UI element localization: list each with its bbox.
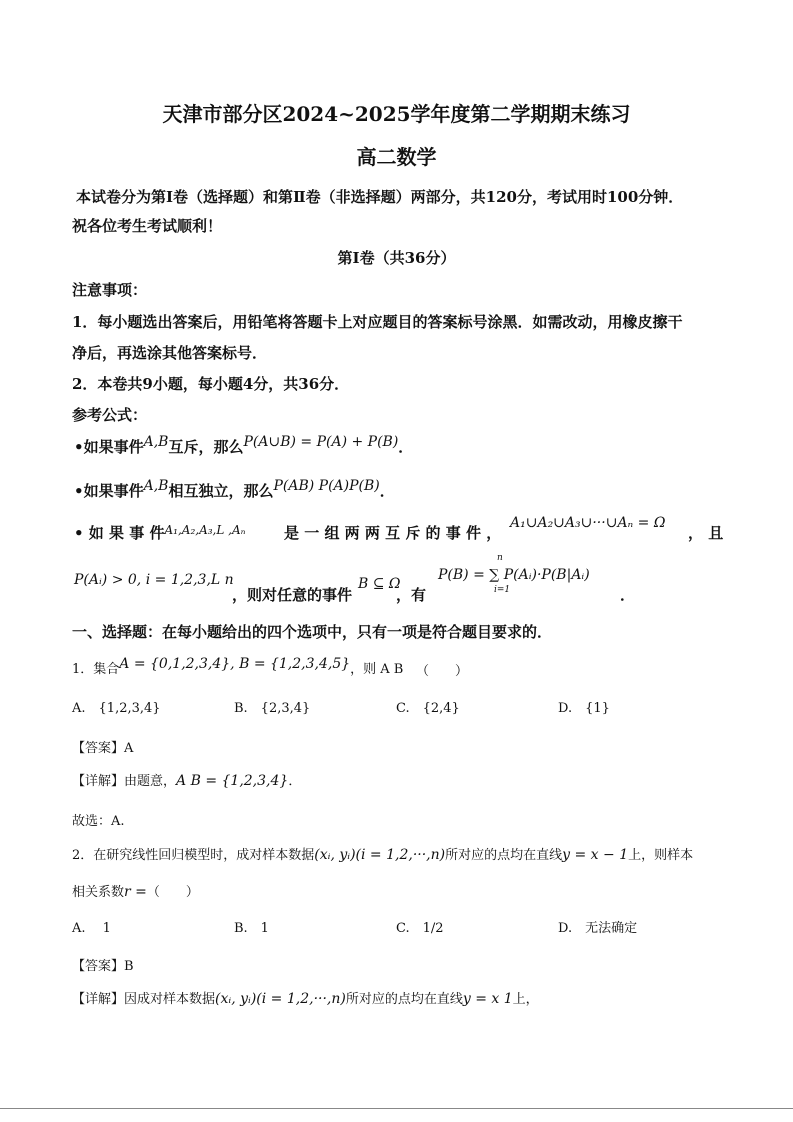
q2-detail-text: 因成对样本数据 [124,992,216,1007]
q2-stem [72,844,693,863]
q2-detail [72,988,539,1007]
formula-1-expr: P(A∪B) = P(A) + P(B) [243,434,399,450]
q1-detail-text: 由题意， [124,774,177,789]
q2-line2-text: 相关系数 [72,885,125,900]
formula-1-mid: 互斥，那么 [168,438,244,456]
q1-tail: ，则 A B [350,662,404,677]
formula-4-end: ． [620,586,636,604]
q1-stem [72,658,403,677]
q2-detail-label: 【详解】 [72,992,125,1007]
formula-4-expr2: P(B) = ∑ P(Aᵢ)·P(B|Aᵢ) [438,567,590,583]
exam-title: 天津市部分区2024~2025学年度第二学期期末练习 [162,102,631,126]
q1-detail [72,770,301,789]
formula-2-mid: 相互独立，那么 [168,482,274,500]
formula-4-var: B ⊆ Ω [358,576,401,592]
q2-paren: （ ） [146,885,199,900]
q2-detail-mid: 所对应的点均在直线 [345,992,463,1007]
q2-option-a: A. 1 [72,921,111,936]
q2-detail-end: 上， [512,992,539,1007]
q2-tail: 上，则样本 [628,848,694,863]
exam-subtitle: 高二数学 [356,145,437,169]
formula-3 [74,522,245,543]
formula-1 [74,436,413,457]
q1-detail-expr: A B = {1,2,3,4} [176,773,289,789]
q1-detail-end: ． [288,774,302,789]
q2-detail-expr: (xᵢ, yᵢ)(i = 1,2,···,n) [215,991,346,1007]
notice-2: 2．本卷共9小题，每小题4分，共36分． [72,375,350,393]
section-heading: 第Ⅰ卷（共36分） [337,249,456,267]
q1-option-a: A. {1,2,3,4} [72,701,161,716]
formula-2-text: •如果事件 [74,482,144,500]
formula-2-expr: P(AB) P(A)P(B) [273,478,380,494]
q1-answer: 【答案】A [72,741,134,756]
formula-2 [74,480,395,501]
formula-4-sum-bottom: i=1 [494,585,511,595]
q1-detail-label: 【详解】 [72,774,125,789]
q2-line2-var: r = [124,884,147,900]
formula-4-sum-top: n [497,553,503,563]
formula-2-vars: A,B [143,478,169,494]
q1-option-d: D. {1} [558,701,610,716]
q2-expr: (xᵢ, yᵢ)(i = 1,2,···,n) [314,847,446,863]
formula-3-mid: 是 一 组 两 两 互 斥 的 事 件 ， [284,524,502,542]
page-bottom-divider [0,1108,793,1109]
q2-answer: 【答案】B [72,959,134,974]
formula-3-expr: A₁∪A₂∪A₃∪···∪Aₙ = Ω [510,515,666,531]
q2-option-d: D. 无法确定 [558,921,638,936]
formula-1-end: ． [398,438,414,456]
formula-1-text: •如果事件 [74,438,144,456]
q1-stem-text: 1．集合 [72,662,120,677]
notice-1-line1: 1．每小题选出答案后，用铅笔将答题卡上对应题目的答案标号涂黑．如需改动，用橡皮擦干 [72,313,683,331]
q2-detail-line: y = x 1 [462,991,513,1007]
notice-title: 注意事项： [72,281,148,299]
part1-heading: 一、选择题：在每小题给出的四个选项中，只有一项是符合题目要求的． [72,623,553,641]
formula-1-vars: A,B [143,434,169,450]
q2-line-expr: y = x − 1 [562,847,629,863]
q2-line2 [72,881,199,900]
notice-1-line2: 净后，再选涂其他答案标号． [72,344,268,362]
formula-3-text: • 如 果 事 件 [74,524,165,542]
formula-3-end: ， 且 [688,524,724,542]
formula-4-mid2: ，有 [396,586,427,604]
q2-option-c: C. 1/2 [396,921,444,936]
q2-stem-text: 2．在研究线性回归模型时，成对样本数据 [72,848,315,863]
formula-2-end: ． [379,482,395,500]
q2-options [72,917,720,936]
q1-conclusion: 故选：A. [72,814,125,829]
formula-4-mid: ，则对任意的事件 [232,586,353,604]
q1-option-b: B. {2,3,4} [234,701,311,716]
formula-3-vars: A₁,A₂,A₃,L ,Aₙ [164,523,246,537]
formula-title: 参考公式： [72,406,148,424]
q1-option-c: C. {2,4} [396,701,460,716]
q1-options [72,697,720,716]
q2-option-b: B. 1 [234,921,269,936]
q2-mid: 所对应的点均在直线 [445,848,563,863]
q1-paren: （ ） [416,664,469,679]
q1-expr: A = {0,1,2,3,4}, B = {1,2,3,4,5} [119,656,351,672]
formula-4-expr1: P(Aᵢ) > 0, i = 1,2,3,L n [74,572,234,588]
intro-line1: 本试卷分为第Ⅰ卷（选择题）和第Ⅱ卷（非选择题）两部分，共120分，考试用时100分钟． [76,188,684,206]
intro-line2: 祝各位考生考试顺利！ [72,217,223,235]
